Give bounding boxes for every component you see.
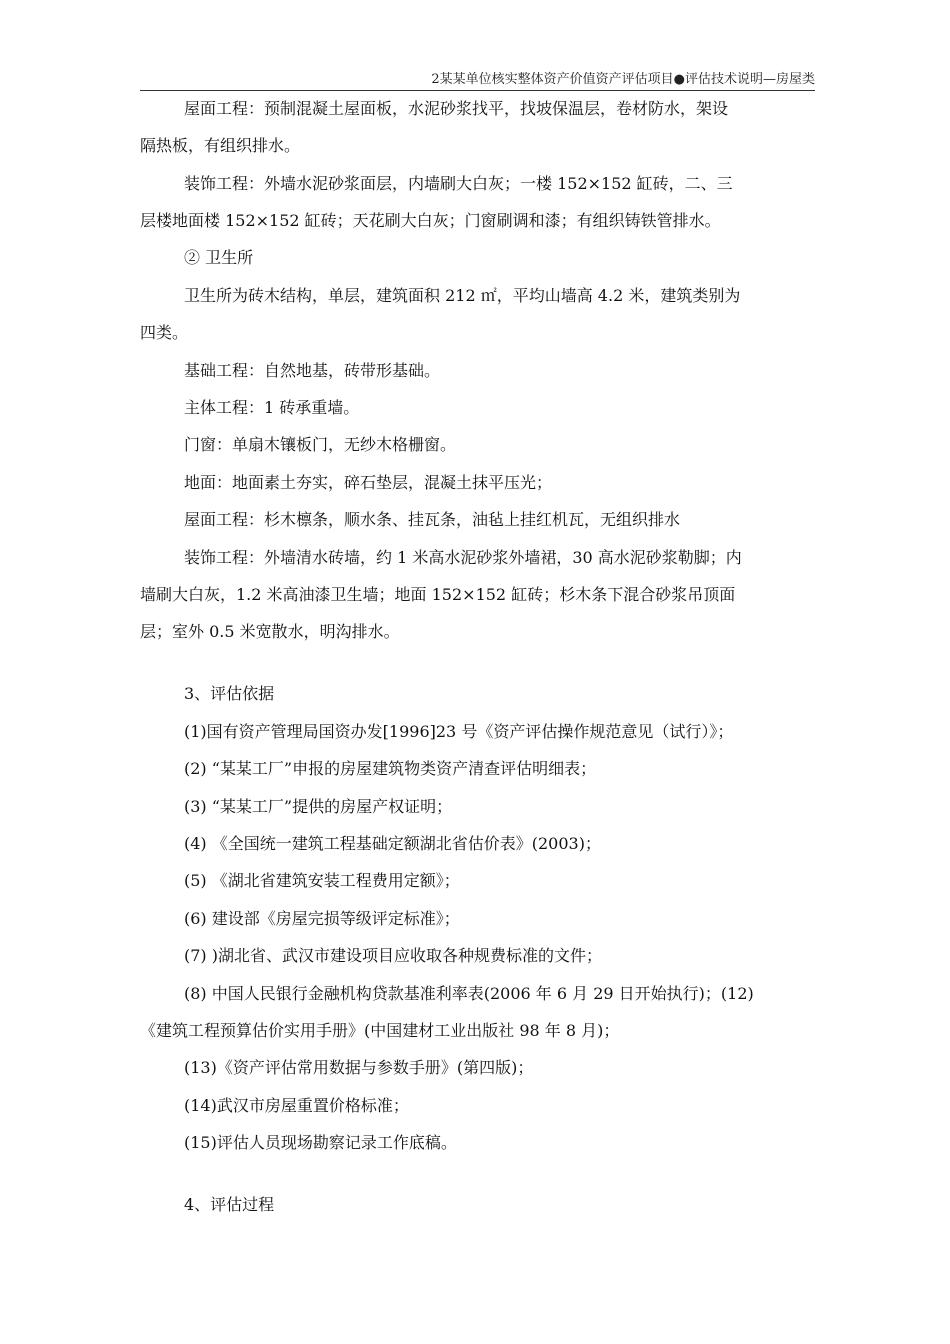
clinic-overview-line-1: 卫生所为砖木结构，单层，建筑面积 212 ㎡，平均山墙高 4.2 米，建筑类别为 xyxy=(184,286,741,305)
basis-item-5: (5) 《湖北省建筑安装工程费用定额》； xyxy=(184,871,460,890)
basis-item-8: (8) 中国人民银行金融机构贷款基准利率表(2006 年 6 月 29 日开始执行)；(12) xyxy=(184,984,754,1003)
basis-item-1: (1)国有资产管理局国资办发[1996]23 号《资产评估操作规范意见（试行）》； xyxy=(184,722,734,741)
section-4-heading: 4、评估过程 xyxy=(184,1195,275,1214)
clinic-foundation-line: 基础工程：自然地基，砖带形基础。 xyxy=(184,361,441,380)
clinic-overview-line-2: 四类。 xyxy=(140,323,189,342)
section-3-heading: 3、评估依据 xyxy=(184,684,275,703)
basis-item-14: (14)武汉市房屋重置价格标准； xyxy=(184,1096,409,1115)
roof-engineering-line-2: 隔热板，有组织排水。 xyxy=(140,136,301,155)
clinic-decoration-line-2: 墙刷大白灰，1.2 米高油漆卫生墙；地面 152×152 缸砖；杉木条下混合砂浆吊顶面 xyxy=(140,585,736,604)
clinic-decoration-line-3: 层；室外 0.5 米宽散水，明沟排水。 xyxy=(140,622,400,641)
basis-item-3: (3) “某某工厂”提供的房屋产权证明； xyxy=(184,797,453,816)
basis-item-2: (2) “某某工厂”申报的房屋建筑物类资产清查评估明细表； xyxy=(184,759,597,778)
clinic-decoration-line-1: 装饰工程：外墙清水砖墙，约 1 米高水泥砂浆外墙裙，30 高水泥砂浆勒脚；内 xyxy=(184,548,742,567)
basis-item-15: (15)评估人员现场勘察记录工作底稿。 xyxy=(184,1133,457,1152)
basis-item-7: (7) )湖北省、武汉市建设项目应收取各种规费标准的文件； xyxy=(184,946,602,965)
decoration-engineering-line-1: 装饰工程：外墙水泥砂浆面层，内墙刷大白灰；一楼 152×152 缸砖，二、三 xyxy=(184,174,733,193)
clinic-floor-line: 地面：地面素土夯实，碎石垫层，混凝土抹平压光； xyxy=(184,473,553,492)
section-clinic-heading: ② 卫生所 xyxy=(184,248,254,267)
clinic-roof-line: 屋面工程：杉木檩条，顺水条、挂瓦条，油毡上挂红机瓦，无组织排水 xyxy=(184,510,681,529)
clinic-doors-windows-line: 门窗：单扇木镶板门，无纱木格栅窗。 xyxy=(184,435,457,454)
basis-item-13: (13)《资产评估常用数据与参数手册》(第四版)； xyxy=(184,1058,534,1077)
basis-item-12: 《建筑工程预算估价实用手册》(中国建材工业出版社 98 年 8 月)； xyxy=(140,1021,620,1040)
basis-item-4: (4) 《全国统一建筑工程基础定额湖北省估价表》(2003)； xyxy=(184,834,601,853)
roof-engineering-line-1: 屋面工程：预制混凝土屋面板，水泥砂浆找平，找坡保温层，卷材防水，架设 xyxy=(184,99,729,118)
page-header: 2某某单位核实整体资产价值资产评估项目●评估技术说明—房屋类 xyxy=(140,70,815,91)
decoration-engineering-line-2: 层楼地面楼 152×152 缸砖；天花刷大白灰；门窗刷调和漆；有组织铸铁管排水。 xyxy=(140,211,721,230)
clinic-main-structure-line: 主体工程：1 砖承重墙。 xyxy=(184,398,360,417)
basis-item-6: (6) 建设部《房屋完损等级评定标准》； xyxy=(184,909,460,928)
